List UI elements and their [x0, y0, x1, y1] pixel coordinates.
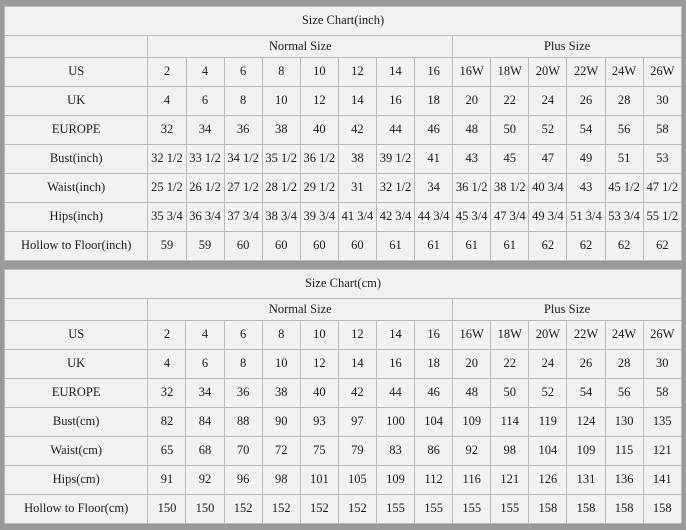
row-label: Waist(cm) [5, 437, 148, 466]
cell: 39 3/4 [300, 203, 338, 232]
cell: 12 [300, 350, 338, 379]
cell: 41 3/4 [338, 203, 376, 232]
cell: 43 [453, 145, 491, 174]
cell: 121 [491, 466, 529, 495]
cell: 150 [148, 495, 186, 524]
cell: 4 [186, 58, 224, 87]
cell: 88 [224, 408, 262, 437]
cell: 16 [376, 350, 414, 379]
cell: 22 [491, 350, 529, 379]
table-row [5, 174, 682, 203]
cell: 56 [605, 116, 643, 145]
cell: 56 [605, 379, 643, 408]
cell: 32 [148, 379, 186, 408]
cell: 53 3/4 [605, 203, 643, 232]
cell: 152 [300, 495, 338, 524]
cell: 35 3/4 [148, 203, 186, 232]
row-label: Bust(cm) [5, 408, 148, 437]
cell: 98 [262, 466, 300, 495]
cell: 141 [643, 466, 681, 495]
cell: 96 [224, 466, 262, 495]
cell: 59 [148, 232, 186, 261]
cell: 38 [262, 116, 300, 145]
table-row [5, 299, 682, 321]
cell: 44 [376, 379, 414, 408]
cell: 18W [491, 58, 529, 87]
cell: 16W [453, 321, 491, 350]
cell: 61 [415, 232, 453, 261]
cell: 86 [415, 437, 453, 466]
cell: 152 [262, 495, 300, 524]
cell: 39 1/2 [376, 145, 414, 174]
row-label: EUROPE [5, 116, 148, 145]
cell: 36 [224, 379, 262, 408]
cell: 18W [491, 321, 529, 350]
cell: 54 [567, 116, 605, 145]
table-row [5, 270, 682, 299]
cell: 8 [224, 87, 262, 116]
cell: 51 [605, 145, 643, 174]
cell: 50 [491, 379, 529, 408]
cell: 6 [224, 58, 262, 87]
cell: 52 [529, 379, 567, 408]
table-row [5, 203, 682, 232]
cell: 62 [529, 232, 567, 261]
cell: 18 [415, 350, 453, 379]
chart-title-cm: Size Chart(cm) [5, 270, 682, 299]
cell: 24W [605, 58, 643, 87]
cell: 124 [567, 408, 605, 437]
cell: 6 [186, 87, 224, 116]
cell: 47 1/2 [643, 174, 681, 203]
cell: 4 [148, 87, 186, 116]
row-label: Hips(inch) [5, 203, 148, 232]
cell: 119 [529, 408, 567, 437]
table-row [5, 495, 682, 524]
cell: 26 1/2 [186, 174, 224, 203]
cell: 12 [338, 58, 376, 87]
table-row [5, 7, 682, 36]
cell: 37 3/4 [224, 203, 262, 232]
cell: 92 [453, 437, 491, 466]
cell: 135 [643, 408, 681, 437]
cell: 158 [643, 495, 681, 524]
cell: 70 [224, 437, 262, 466]
cell: 155 [491, 495, 529, 524]
cell: 48 [453, 116, 491, 145]
cell: 10 [262, 350, 300, 379]
cell: 60 [300, 232, 338, 261]
cell: 158 [567, 495, 605, 524]
corner-cell [5, 36, 148, 58]
cell: 24 [529, 350, 567, 379]
cell: 12 [338, 321, 376, 350]
row-label: UK [5, 350, 148, 379]
cell: 16 [376, 87, 414, 116]
cell: 114 [491, 408, 529, 437]
table-row [5, 437, 682, 466]
table-row [5, 466, 682, 495]
cell: 30 [643, 87, 681, 116]
cell: 26 [567, 87, 605, 116]
cell: 20 [453, 350, 491, 379]
cell: 42 [338, 116, 376, 145]
cell: 150 [186, 495, 224, 524]
cell: 104 [415, 408, 453, 437]
cell: 101 [300, 466, 338, 495]
cell: 38 [338, 145, 376, 174]
cell: 82 [148, 408, 186, 437]
cell: 58 [643, 379, 681, 408]
cell: 42 3/4 [376, 203, 414, 232]
cell: 47 [529, 145, 567, 174]
cell: 38 [262, 379, 300, 408]
cell: 22W [567, 321, 605, 350]
cell: 47 3/4 [491, 203, 529, 232]
cell: 20W [529, 321, 567, 350]
row-label: US [5, 58, 148, 87]
cell: 58 [643, 116, 681, 145]
cell: 51 3/4 [567, 203, 605, 232]
cell: 109 [453, 408, 491, 437]
cell: 46 [415, 116, 453, 145]
cell: 4 [186, 321, 224, 350]
row-label: Waist(inch) [5, 174, 148, 203]
cell: 2 [148, 58, 186, 87]
cell: 91 [148, 466, 186, 495]
cell: 22 [491, 87, 529, 116]
cell: 25 1/2 [148, 174, 186, 203]
table-row [5, 116, 682, 145]
cell: 155 [453, 495, 491, 524]
cell: 90 [262, 408, 300, 437]
row-label: Hollow to Floor(cm) [5, 495, 148, 524]
cell: 98 [491, 437, 529, 466]
cell: 45 1/2 [605, 174, 643, 203]
cell: 32 1/2 [148, 145, 186, 174]
cell: 29 1/2 [300, 174, 338, 203]
cell: 104 [529, 437, 567, 466]
cell: 10 [262, 87, 300, 116]
cell: 28 1/2 [262, 174, 300, 203]
cell: 8 [262, 321, 300, 350]
cell: 48 [453, 379, 491, 408]
cell: 38 1/2 [491, 174, 529, 203]
cell: 26 [567, 350, 605, 379]
cell: 55 1/2 [643, 203, 681, 232]
cell: 34 [186, 116, 224, 145]
cell: 72 [262, 437, 300, 466]
cell: 158 [529, 495, 567, 524]
cell: 44 3/4 [415, 203, 453, 232]
cell: 116 [453, 466, 491, 495]
cell: 16 [415, 58, 453, 87]
cell: 36 1/2 [453, 174, 491, 203]
row-label: UK [5, 87, 148, 116]
table-row [5, 145, 682, 174]
cell: 28 [605, 87, 643, 116]
cell: 43 [567, 174, 605, 203]
cell: 50 [491, 116, 529, 145]
cell: 92 [186, 466, 224, 495]
cell: 62 [567, 232, 605, 261]
cell: 8 [224, 350, 262, 379]
cell: 40 3/4 [529, 174, 567, 203]
cell: 24 [529, 87, 567, 116]
cell: 62 [605, 232, 643, 261]
cell: 10 [300, 58, 338, 87]
row-label: US [5, 321, 148, 350]
cell: 40 [300, 379, 338, 408]
cell: 49 3/4 [529, 203, 567, 232]
group-header-plus-inch: Plus Size [453, 36, 682, 58]
cell: 27 1/2 [224, 174, 262, 203]
cell: 36 1/2 [300, 145, 338, 174]
row-label: Hollow to Floor(inch) [5, 232, 148, 261]
cell: 75 [300, 437, 338, 466]
cell: 112 [415, 466, 453, 495]
cell: 16 [415, 321, 453, 350]
cell: 20 [453, 87, 491, 116]
group-header-plus-cm: Plus Size [453, 299, 682, 321]
cell: 60 [338, 232, 376, 261]
cell: 32 1/2 [376, 174, 414, 203]
cell: 155 [415, 495, 453, 524]
cell: 152 [338, 495, 376, 524]
cell: 34 [415, 174, 453, 203]
cell: 35 1/2 [262, 145, 300, 174]
cell: 60 [224, 232, 262, 261]
cell: 61 [491, 232, 529, 261]
cell: 62 [643, 232, 681, 261]
cell: 131 [567, 466, 605, 495]
cell: 126 [529, 466, 567, 495]
group-header-normal-inch: Normal Size [148, 36, 453, 58]
cell: 109 [376, 466, 414, 495]
cell: 54 [567, 379, 605, 408]
cell: 20W [529, 58, 567, 87]
cell: 45 [491, 145, 529, 174]
cell: 59 [186, 232, 224, 261]
cell: 79 [338, 437, 376, 466]
cell: 49 [567, 145, 605, 174]
cell: 44 [376, 116, 414, 145]
cell: 4 [148, 350, 186, 379]
cell: 158 [605, 495, 643, 524]
cell: 46 [415, 379, 453, 408]
cell: 26W [643, 321, 681, 350]
cell: 115 [605, 437, 643, 466]
cell: 65 [148, 437, 186, 466]
cell: 31 [338, 174, 376, 203]
table-row [5, 350, 682, 379]
table-row [5, 87, 682, 116]
cell: 130 [605, 408, 643, 437]
cell: 84 [186, 408, 224, 437]
cell: 14 [338, 350, 376, 379]
cell: 60 [262, 232, 300, 261]
cell: 28 [605, 350, 643, 379]
cell: 38 3/4 [262, 203, 300, 232]
group-header-normal-cm: Normal Size [148, 299, 453, 321]
cell: 152 [224, 495, 262, 524]
cell: 36 3/4 [186, 203, 224, 232]
corner-cell [5, 299, 148, 321]
cell: 105 [338, 466, 376, 495]
cell: 61 [376, 232, 414, 261]
cell: 2 [148, 321, 186, 350]
cell: 109 [567, 437, 605, 466]
table-row [5, 58, 682, 87]
cell: 100 [376, 408, 414, 437]
cell: 22W [567, 58, 605, 87]
table-row [5, 408, 682, 437]
cell: 53 [643, 145, 681, 174]
table-row [5, 379, 682, 408]
row-label: EUROPE [5, 379, 148, 408]
table-row [5, 321, 682, 350]
cell: 14 [376, 321, 414, 350]
cell: 83 [376, 437, 414, 466]
cell: 32 [148, 116, 186, 145]
cell: 42 [338, 379, 376, 408]
cell: 41 [415, 145, 453, 174]
cell: 14 [338, 87, 376, 116]
cell: 34 [186, 379, 224, 408]
cell: 6 [224, 321, 262, 350]
cell: 61 [453, 232, 491, 261]
cell: 52 [529, 116, 567, 145]
cell: 18 [415, 87, 453, 116]
cell: 155 [376, 495, 414, 524]
cell: 33 1/2 [186, 145, 224, 174]
cell: 97 [338, 408, 376, 437]
cell: 68 [186, 437, 224, 466]
table-row [5, 36, 682, 58]
row-label: Hips(cm) [5, 466, 148, 495]
cell: 10 [300, 321, 338, 350]
cell: 136 [605, 466, 643, 495]
cell: 45 3/4 [453, 203, 491, 232]
cell: 30 [643, 350, 681, 379]
chart-title-inch: Size Chart(inch) [5, 7, 682, 36]
cell: 12 [300, 87, 338, 116]
cell: 8 [262, 58, 300, 87]
row-label: Bust(inch) [5, 145, 148, 174]
cell: 24W [605, 321, 643, 350]
size-chart-inch-table [4, 6, 682, 261]
cell: 16W [453, 58, 491, 87]
cell: 14 [376, 58, 414, 87]
cell: 6 [186, 350, 224, 379]
cell: 34 1/2 [224, 145, 262, 174]
cell: 121 [643, 437, 681, 466]
table-row [5, 232, 682, 261]
cell: 26W [643, 58, 681, 87]
cell: 93 [300, 408, 338, 437]
size-chart-cm-table [4, 269, 682, 524]
cell: 40 [300, 116, 338, 145]
cell: 36 [224, 116, 262, 145]
